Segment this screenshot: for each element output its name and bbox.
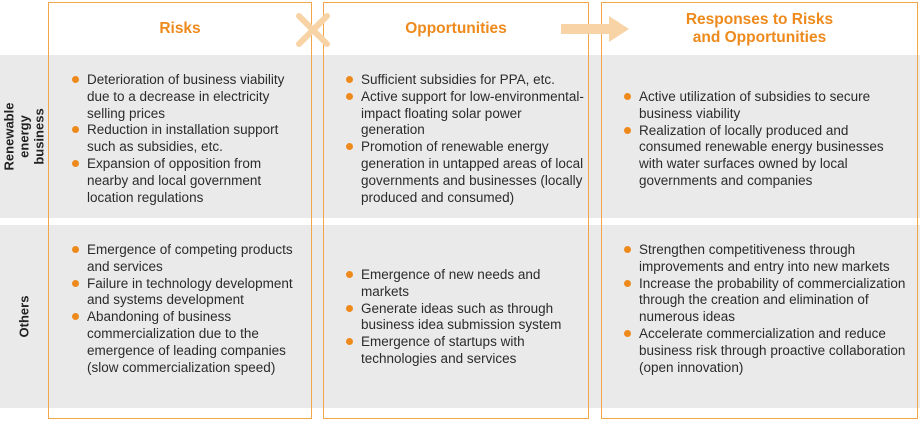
bullet-dot-icon bbox=[72, 160, 79, 167]
row-label-renewable-text: Renewable energy business bbox=[1, 102, 47, 171]
bullet-text: Emergence of new needs and markets bbox=[361, 267, 541, 299]
bullet-text: Active utilization of subsidies to secure business viability bbox=[639, 89, 871, 121]
bullet-dot-icon bbox=[72, 246, 79, 253]
bullet-text: Failure in technology development and systems development bbox=[87, 275, 293, 308]
cell-renewable-risks bbox=[70, 72, 306, 206]
bullet-text: Deterioration of business viability due to a decrease in electricity selling prices bbox=[87, 72, 285, 121]
bullet-dot-icon bbox=[624, 246, 631, 253]
header-opportunities: Opportunities bbox=[405, 19, 507, 37]
bullet-text: Increase the probability of commercialization through the creation and elimination of numerous ideas bbox=[639, 275, 906, 325]
bullet-item bbox=[70, 276, 306, 310]
bullet-dot-icon bbox=[72, 280, 79, 287]
bullet-dot-icon bbox=[624, 330, 631, 337]
cell-others-responses bbox=[622, 242, 906, 376]
cell-others-opportunities bbox=[344, 267, 584, 368]
bullet-dot-icon bbox=[346, 93, 353, 100]
bullet-item bbox=[70, 309, 306, 376]
bullet-text: Realization of locally produced and consumed renewable energy businesses with water surfaces owned by local governments and companies bbox=[639, 122, 884, 188]
bullet-item bbox=[344, 301, 584, 335]
bullet-item bbox=[344, 89, 584, 139]
bullet-item bbox=[344, 139, 584, 206]
cell-renewable-opportunities bbox=[344, 72, 584, 206]
bullet-dot-icon bbox=[346, 143, 353, 150]
header-risks: Risks bbox=[159, 19, 201, 37]
row-label-others-text: Others bbox=[16, 295, 32, 338]
header-responses: Responses to Risks and Opportunities bbox=[685, 10, 834, 46]
bullet-text: Reduction in installation support such as subsidies, etc. bbox=[87, 122, 279, 155]
bullet-item bbox=[622, 123, 906, 190]
bullet-item bbox=[70, 156, 306, 206]
bullet-item bbox=[622, 326, 906, 376]
bullet-item bbox=[622, 242, 906, 276]
bullet-text: Sufficient subsidies for PPA, etc. bbox=[361, 72, 555, 87]
cell-renewable-responses bbox=[622, 89, 906, 190]
cross-icon bbox=[294, 11, 332, 49]
bullet-dot-icon bbox=[624, 280, 631, 287]
bullet-text: Active support for low-environmental-impact floating solar power generation bbox=[361, 88, 584, 138]
bullet-dot-icon bbox=[624, 93, 631, 100]
bullet-text: Generate ideas such as through business idea submission system bbox=[361, 300, 562, 333]
bullet-item bbox=[622, 276, 906, 326]
bullet-text: Expansion of opposition from nearby and local government location regulations bbox=[87, 155, 262, 205]
bullet-item bbox=[344, 334, 584, 368]
bullet-dot-icon bbox=[624, 127, 631, 134]
row-label-others bbox=[0, 225, 48, 408]
bullet-item bbox=[344, 267, 584, 301]
bullet-dot-icon bbox=[72, 313, 79, 320]
bullet-text: Accelerate commercialization and reduce business risk through proactive collaboration (open innovation) bbox=[639, 325, 906, 375]
bullet-dot-icon bbox=[346, 76, 353, 83]
bullet-item bbox=[622, 89, 906, 123]
bullet-item bbox=[70, 122, 306, 156]
bullet-dot-icon bbox=[346, 271, 353, 278]
bullet-dot-icon bbox=[346, 305, 353, 312]
bullet-dot-icon bbox=[72, 126, 79, 133]
arrow-right-icon bbox=[559, 14, 631, 44]
bullet-text: Emergence of startups with technologies and services bbox=[361, 334, 525, 366]
bullet-dot-icon bbox=[346, 338, 353, 345]
bullet-text: Abandoning of business commercialization due to the emergence of leading companies (slow commercialization speed) bbox=[87, 309, 286, 375]
bullet-dot-icon bbox=[72, 76, 79, 83]
bullet-item bbox=[70, 72, 306, 122]
bullet-item bbox=[344, 72, 584, 89]
bullet-text: Strengthen competitiveness through improvements and entry into new markets bbox=[639, 242, 890, 274]
bullet-item bbox=[70, 242, 306, 276]
row-label-renewable bbox=[0, 55, 48, 218]
cell-others-risks bbox=[70, 242, 306, 376]
bullet-text: Emergence of competing products and services bbox=[87, 242, 293, 274]
bullet-text: Promotion of renewable energy generation in untapped areas of local governments and businesses (locally produced and consumed) bbox=[361, 139, 584, 205]
